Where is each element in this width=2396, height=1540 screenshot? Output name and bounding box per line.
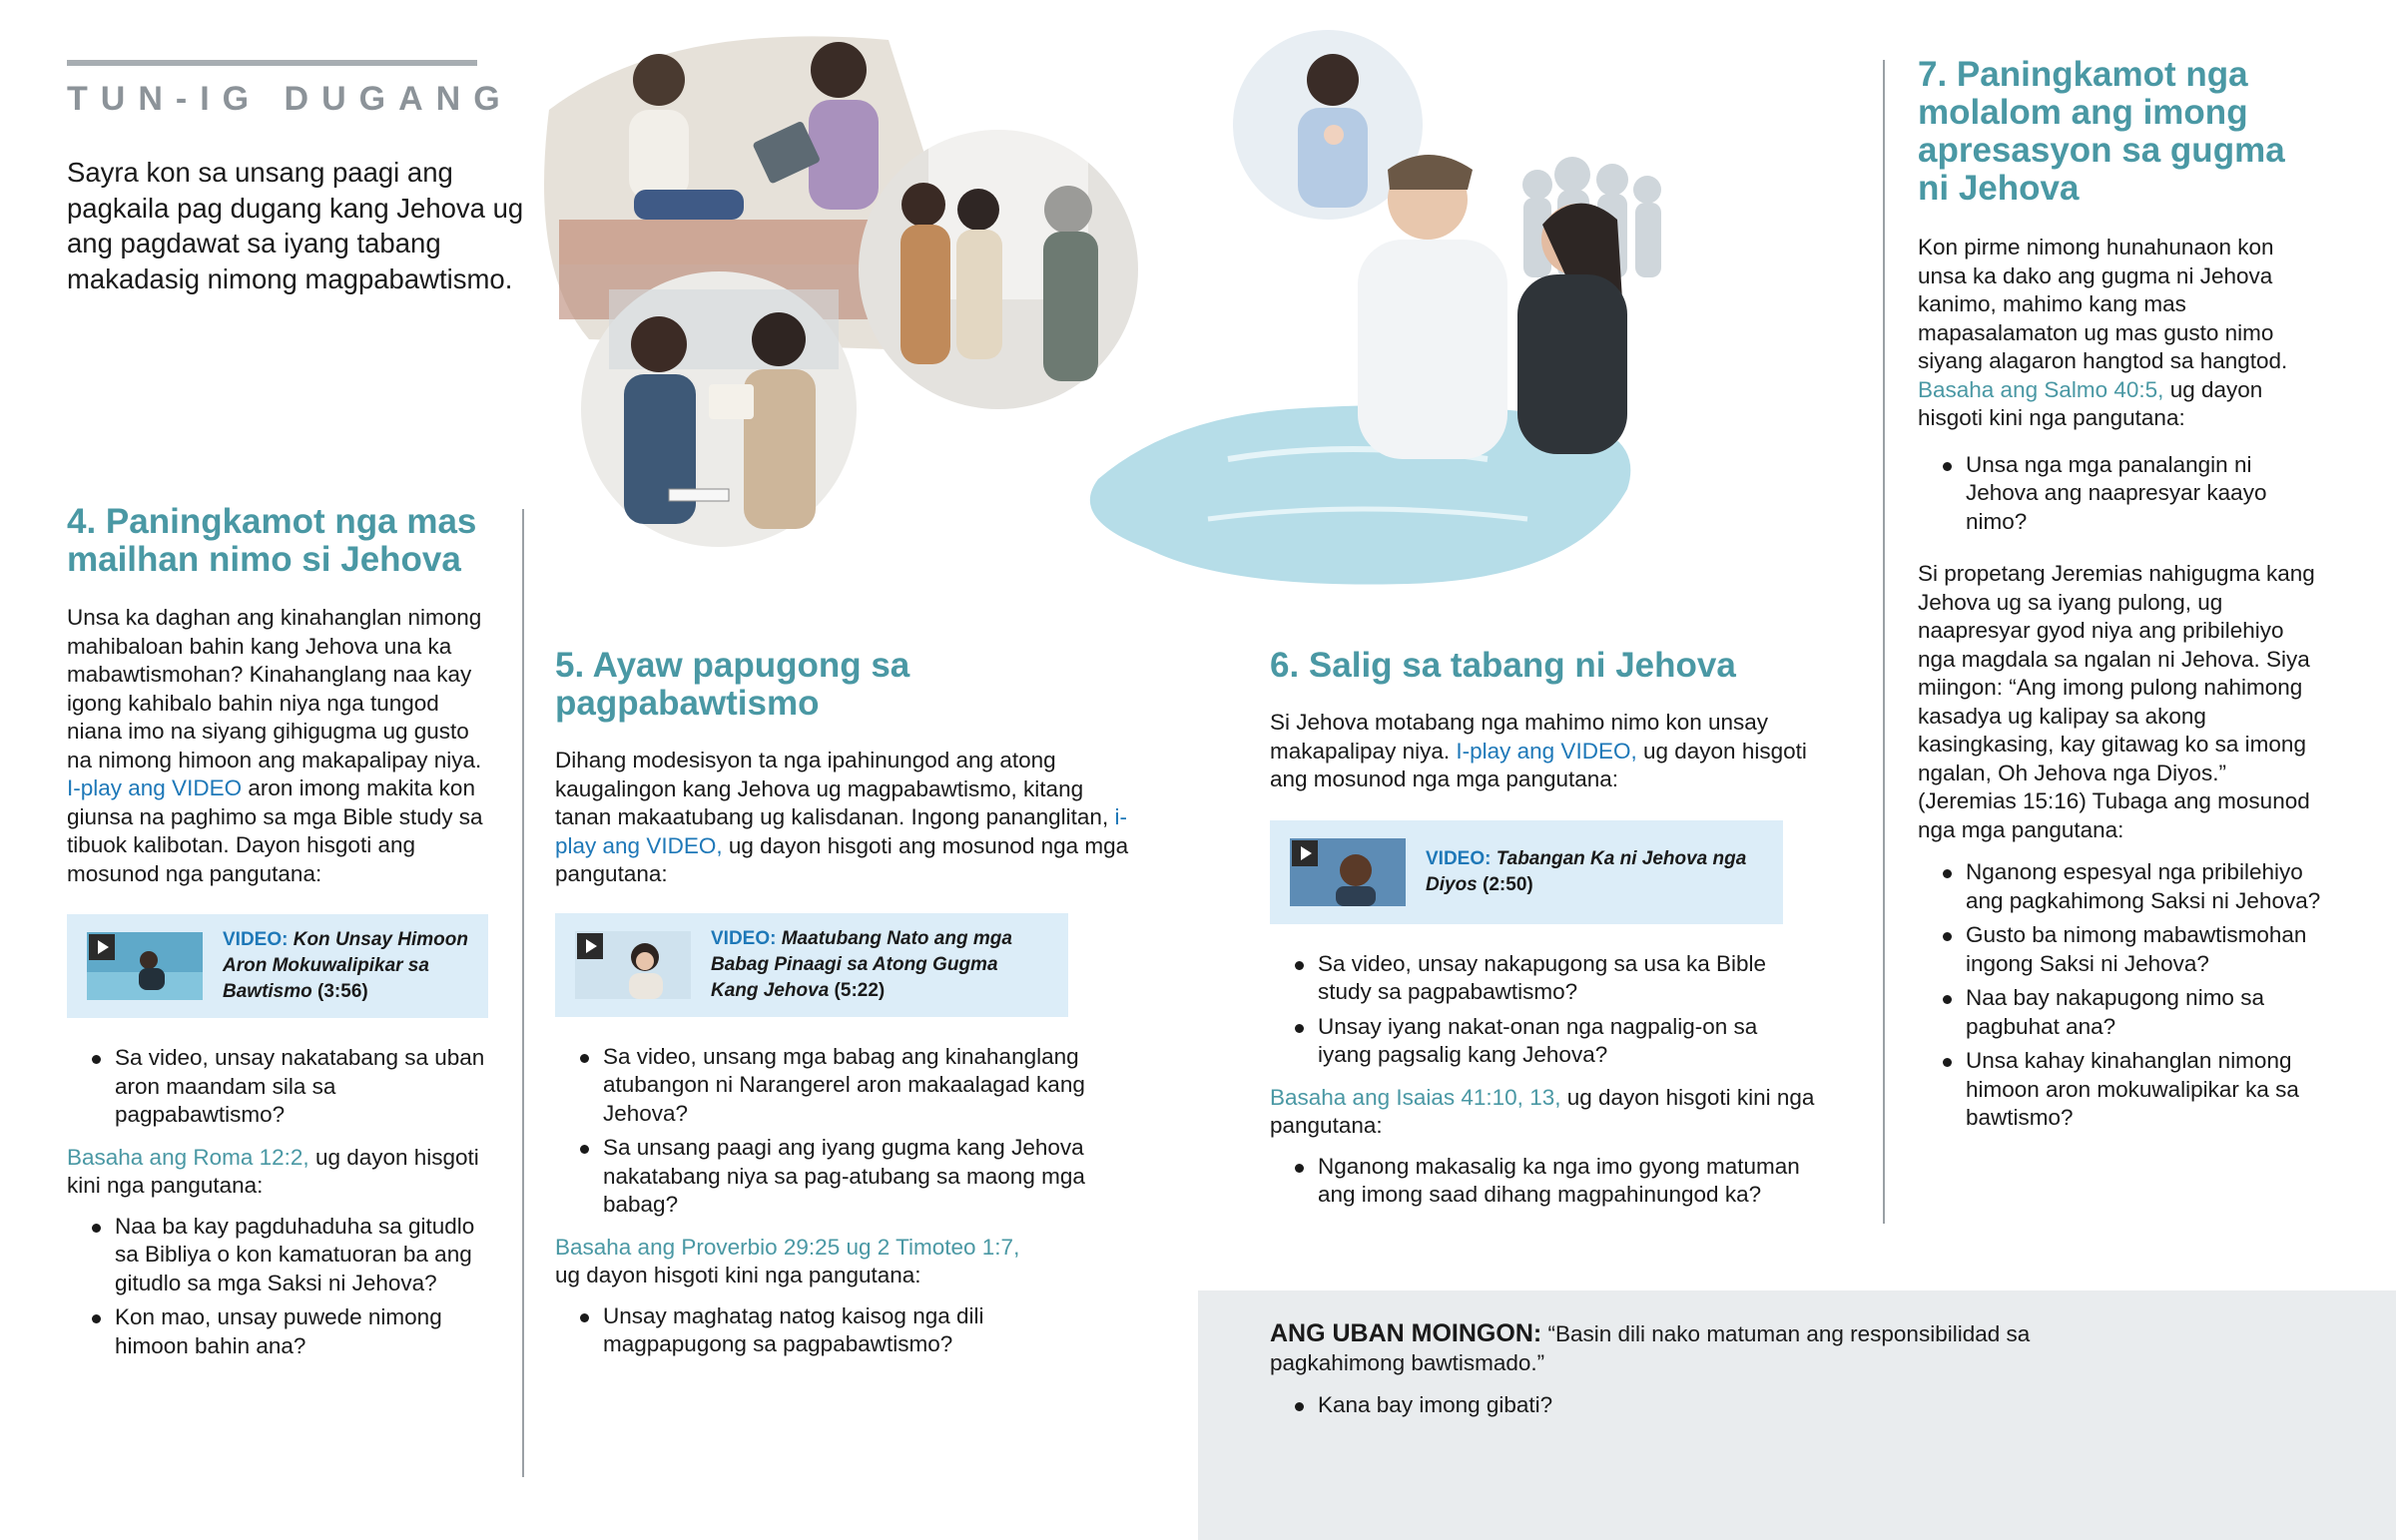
play-icon[interactable] [1292, 840, 1318, 866]
section-7-questions-b [1918, 858, 2337, 1133]
section-4-title: 4. Paningkamot nga mas mailhan nimo si Jehova [67, 502, 477, 579]
section-5-questions-b [555, 1302, 1034, 1359]
video-title: Maatubang Nato ang mga Babag Pinaagi sa Atong Gugma Kang Jehova [711, 927, 1012, 1001]
section-6-title: 6. Salig sa tabang ni Jehova [1270, 646, 1736, 685]
section-6-text-rest: ug dayon hisgoti ang mosunod nga mga pangutana: [1270, 738, 1807, 791]
video-caption-5 [711, 926, 1050, 1004]
section-7-paragraph-1 [1918, 234, 2322, 433]
section-5 [555, 647, 1129, 1365]
kicker-heading: TUN-IG DUGANG [67, 80, 513, 118]
question-item: Kana bay imong gibati? [1270, 1391, 2049, 1420]
others-say-quote [1270, 1319, 2049, 1377]
section-6-questions-b [1270, 1153, 1809, 1210]
section-5-text: Dihang modesisyon ta nga ipahinungod ang atong kaugalingon kang Jehova ug magpabawtismo, kitang tanan makaatubang ug kalisdanan. Ingong pananglitan, [555, 748, 1109, 829]
section-7-title: 7. Paningkamot nga molalom ang imong apresasyon sa gugma ni Jehova [1918, 55, 2285, 208]
column-divider [522, 509, 524, 1477]
play-video-link-6[interactable]: I-play ang VIDEO, [1456, 738, 1637, 764]
video-title: Tabangan Ka ni Jehova nga Diyos [1426, 847, 1747, 895]
question-item: Unsa kahay kinahanglan nimong himoon aron mokuwalipikar ka sa bawtismo? [1918, 1047, 2337, 1133]
question-item: Sa unsang paagi ang iyang gugma kang Jehova nakatabang niya sa pag-atubang sa maong mga babag? [555, 1134, 1099, 1220]
read-instruction: ug dayon hisgoti kini nga pangutana: [67, 1144, 479, 1198]
section-7-text-rest: ug dayon hisgoti kini nga pangutana: [1918, 376, 2263, 430]
others-say-text: “Basin dili nako matuman ang responsibilidad sa pagkahimong bawtismado.” [1270, 1321, 2031, 1375]
question-item: Naa ba kay pagduhaduha sa gitudlo sa Bibliya o kon kamatuoran ba ang gitudlo sa mga Saksi ni Jehova? [67, 1213, 486, 1298]
section-4-questions-a [67, 1044, 486, 1130]
scripture-link[interactable]: Basaha ang Salmo 40:5, [1918, 376, 2164, 402]
column-divider [1883, 60, 1885, 1224]
others-say-content [1270, 1319, 2049, 1426]
section-5-paragraph [555, 747, 1129, 889]
section-7 [1918, 56, 2337, 1139]
video-label: VIDEO: [711, 927, 777, 949]
question-item: Unsay iyang nakat-onan nga nagpalig-on sa iyang pagsalig kang Jehova? [1270, 1013, 1769, 1070]
section-4-paragraph [67, 604, 486, 888]
video-card-6[interactable] [1270, 820, 1783, 924]
video-thumbnail-5[interactable] [575, 931, 691, 999]
read-instruction: ug dayon hisgoti kini nga pangutana: [555, 1263, 921, 1287]
section-6-text: Si Jehova motabang nga mahimo nimo kon unsay makapalipay niya. [1270, 710, 1769, 764]
video-caption-4 [223, 927, 470, 1005]
question-item: Unsa nga mga panalangin ni Jehova ang naapresyar kaayo nimo? [1918, 451, 2297, 537]
kicker-rule [67, 60, 477, 66]
section-5-title: 5. Ayaw papugong sa pagpabawtismo [555, 646, 910, 723]
section-4 [67, 503, 486, 1366]
others-say-label: ANG UBAN MOINGON: [1270, 1319, 1542, 1347]
question-item: Nganong espesyal nga pribilehiyo ang pagkahimong Saksi ni Jehova? [1918, 858, 2337, 915]
section-4-questions-b [67, 1213, 486, 1361]
door-witnessing-circle [859, 130, 1138, 409]
read-instruction: ug dayon hisgoti kini nga pangutana: [1270, 1084, 1815, 1138]
question-item: Unsay maghatag natog kaisog nga dili magpapugong sa pagpabawtismo? [555, 1302, 1034, 1359]
section-5-read [555, 1234, 1129, 1290]
video-caption-6 [1426, 846, 1765, 898]
question-item: Sa video, unsay nakapugong sa usa ka Bible study sa pagpabawtismo? [1270, 950, 1769, 1007]
video-title: Kon Unsay Himoon Aron Mokuwalipikar sa Bawtismo [223, 929, 468, 1002]
baptism-illustration [529, 20, 1777, 619]
video-duration: (2:50) [1483, 873, 1533, 895]
video-duration: (5:22) [834, 979, 886, 1001]
section-5-text-rest: ug dayon hisgoti ang mosunod nga mga pangutana: [555, 832, 1129, 886]
video-card-4[interactable] [67, 914, 488, 1018]
section-4-read [67, 1144, 486, 1201]
scripture-link[interactable]: Basaha ang Roma 12:2, [67, 1144, 309, 1170]
video-label: VIDEO: [223, 929, 289, 950]
scripture-link[interactable]: Basaha ang Proverbio 29:25 ug 2 Timoteo 1:7, [555, 1234, 1020, 1260]
question-item: Nganong makasalig ka nga imo gyong matuman ang imong saad dihang magpahinungod ka? [1270, 1153, 1809, 1210]
video-thumbnail-4[interactable] [87, 932, 203, 1000]
section-6-questions-a [1270, 950, 1769, 1070]
video-duration: (3:56) [317, 981, 368, 1002]
video-label: VIDEO: [1426, 847, 1492, 869]
play-video-link-5[interactable]: i-play ang VIDEO, [555, 804, 1127, 858]
section-6-read [1270, 1084, 1829, 1141]
section-6-paragraph [1270, 709, 1829, 794]
question-item: Gusto ba nimong mabawtismohan ingong Saksi ni Jehova? [1918, 921, 2337, 978]
question-item: Kon mao, unsay puwede nimong himoon bahin ana? [67, 1303, 486, 1360]
others-say-questions [1270, 1391, 2049, 1420]
question-item: Sa video, unsay nakatabang sa uban aron maandam sila sa pagpabawtismo? [67, 1044, 486, 1130]
section-4-text-rest: aron imong makita kon giunsa na paghimo sa mga Bible study sa tibuok kalibotan. Dayon hisgoti ang mosunod nga pangutana: [67, 775, 483, 886]
section-7-paragraph-2: Si propetang Jeremias nahigugma kang Jehova ug sa iyang pulong, ug naapresyar gyod niya ang pribilehiyo nga magdala sa ngalan ni Jehova. Siya miingon: “Ang imong pulong nahimong kasadya ug kalipay sa akong kasingkasing, kay gitawag ko sa imong ngalan, Oh Jehova nga Diyos.” (Jeremias 15:16) Tubaga ang mosunod nga mga pangutana: [1918, 561, 2315, 842]
play-video-link-4[interactable]: I-play ang VIDEO [67, 775, 243, 800]
video-thumbnail-6[interactable] [1290, 838, 1406, 906]
question-item: Sa video, unsang mga babag ang kinahanglang atubangon ni Narangerel aron makaalagad kang Jehova? [555, 1043, 1099, 1129]
question-item: Naa bay nakapugong nimo sa pagbuhat ana? [1918, 984, 2337, 1041]
study-circle [581, 271, 857, 547]
section-4-text: Unsa ka daghan ang kinahanglan nimong mahibaloan bahin kang Jehova una ka mabawtismohan? Kinahanglang naa kay igong kahibalo bahin niya nga tungod niana imo na siyang gihigugma ug gusto na nimong himoon ang makapalipay niya. [67, 605, 482, 772]
play-icon[interactable] [89, 934, 115, 960]
section-7-text: Kon pirme nimong hunahunaon kon unsa ka dako ang gugma ni Jehova kanimo, mahimo kang mas mapasalamaton ug mas gusto nimo siyang alagaron hangtod sa hangtod. [1918, 235, 2288, 373]
section-5-questions-a [555, 1043, 1099, 1220]
video-card-5[interactable] [555, 913, 1068, 1017]
section-7-questions-a [1918, 451, 2297, 537]
section-6 [1270, 647, 1829, 1216]
scripture-link[interactable]: Basaha ang Isaias 41:10, 13, [1270, 1084, 1561, 1110]
intro-paragraph: Sayra kon sa unsang paagi ang pagkaila pag dugang kang Jehova ug ang pagdawat sa iyang tabang makadasig nimong magpabawtismo. [67, 157, 524, 294]
play-icon[interactable] [577, 933, 603, 959]
